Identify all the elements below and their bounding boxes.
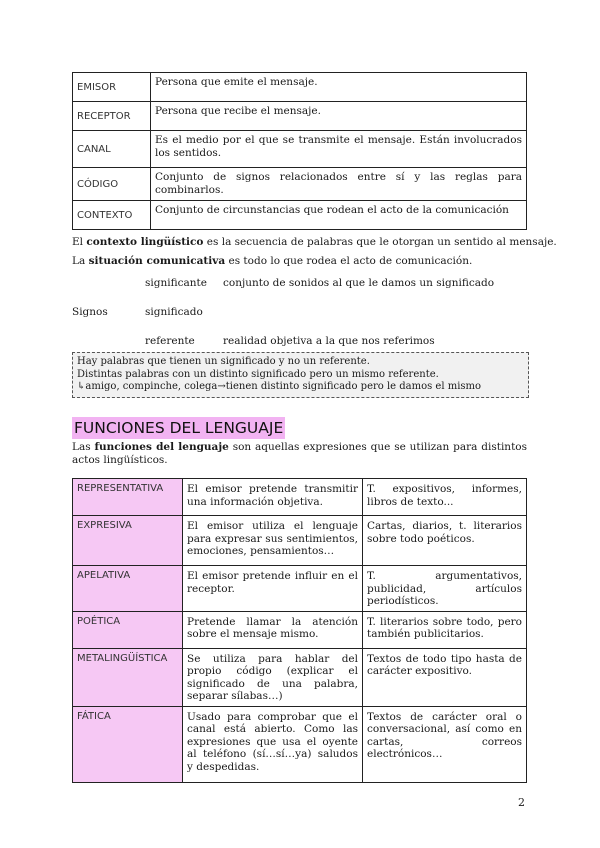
intro-paragraph: Las funciones del lenguaje son aquellas expresiones que se utilizan para distintos actos lingüísticos.	[72, 441, 527, 466]
section-heading: FUNCIONES DEL LENGUAJE	[74, 419, 284, 437]
context-paragraph: El contexto lingüístico es la secuencia de palabras que le otorgan un sentido al mensaje.	[72, 236, 557, 248]
function-description: El emisor pretende transmitir una información objetiva.	[183, 479, 363, 516]
element-definition: Persona que recibe el mensaje.	[151, 102, 527, 131]
element-term: CANAL	[73, 131, 151, 168]
note-box	[72, 352, 529, 398]
language-functions-table	[72, 478, 527, 783]
element-definition: Conjunto de signos relacionados entre sí y las reglas para combinarlos.	[151, 168, 527, 201]
table-row	[73, 73, 527, 102]
element-term: RECEPTOR	[73, 102, 151, 131]
function-name: APELATIVA	[73, 566, 183, 612]
table-row	[73, 516, 527, 566]
function-texts: Textos de todo tipo hasta de carácter expositivo.	[363, 648, 527, 706]
table-row	[73, 201, 527, 230]
table-row	[73, 479, 527, 516]
note-line: Distintas palabras con un distinto significado pero un mismo referente.	[77, 368, 439, 380]
function-description: Usado para comprobar que el canal está abierto. Como las expresiones que usa el oyente al teléfono (sí…sí…ya) saludos y despedidas.	[183, 706, 363, 782]
function-texts: T. literarios sobre todo, pero también publicitarios.	[363, 611, 527, 648]
function-description: El emisor utiliza el lenguaje para expresar sus sentimientos, emociones, pensamientos…	[183, 516, 363, 566]
element-term: CONTEXTO	[73, 201, 151, 230]
function-description: Pretende llamar la atención sobre el mensaje mismo.	[183, 611, 363, 648]
table-row	[73, 706, 527, 782]
function-texts: T. argumentativos, publicidad, artículos periodísticos.	[363, 566, 527, 612]
function-texts: Cartas, diarios, t. literarios sobre todo poéticos.	[363, 516, 527, 566]
note-line: ↳amigo, compinche, colega→tienen distinto significado pero le damos el mismo	[77, 381, 482, 392]
function-description: Se utiliza para hablar del propio código (explicar el significado de una palabra, separar sílabas…)	[183, 648, 363, 706]
table-row	[73, 102, 527, 131]
function-name: POÉTICA	[73, 611, 183, 648]
table-row	[73, 566, 527, 612]
element-definition: Es el medio por el que se transmite el mensaje. Están involucrados los sentidos.	[151, 131, 527, 168]
element-term: EMISOR	[73, 73, 151, 102]
function-description: El emisor pretende influir en el receptor.	[183, 566, 363, 612]
function-texts: Textos de carácter oral o conversacional, así como en cartas, correos electrónicos…	[363, 706, 527, 782]
function-name: REPRESENTATIVA	[73, 479, 183, 516]
bold-term: situación comunicativa	[88, 255, 226, 267]
bold-term: contexto lingüístico	[86, 236, 204, 248]
element-definition: Persona que emite el mensaje.	[151, 73, 527, 102]
communication-elements-table	[72, 72, 527, 230]
function-name: EXPRESIVA	[73, 516, 183, 566]
signos-description: conjunto de sonidos al que le damos un significado	[223, 277, 495, 289]
table-row	[73, 168, 527, 201]
table-row	[73, 648, 527, 706]
page-number: 2	[518, 796, 525, 809]
element-term: CÓDIGO	[73, 168, 151, 201]
signos-label: Signos	[72, 306, 108, 318]
table-row	[73, 611, 527, 648]
function-texts: T. expositivos, informes, libros de texto...	[363, 479, 527, 516]
signos-term: significante	[145, 277, 207, 289]
table-row	[73, 131, 527, 168]
situation-paragraph: La situación comunicativa es todo lo que rodea el acto de comunicación.	[72, 255, 473, 267]
signos-term: referente	[145, 335, 195, 347]
element-definition: Conjunto de circunstancias que rodean el acto de la comunicación	[151, 201, 527, 230]
function-name: METALINGÜÍSTICA	[73, 648, 183, 706]
bold-term: funciones del lenguaje	[94, 441, 229, 453]
signos-description: realidad objetiva a la que nos referimos	[223, 335, 435, 347]
signos-term: significado	[145, 306, 203, 318]
note-line: Hay palabras que tienen un significado y no un referente.	[77, 356, 370, 367]
function-name: FÁTICA	[73, 706, 183, 782]
